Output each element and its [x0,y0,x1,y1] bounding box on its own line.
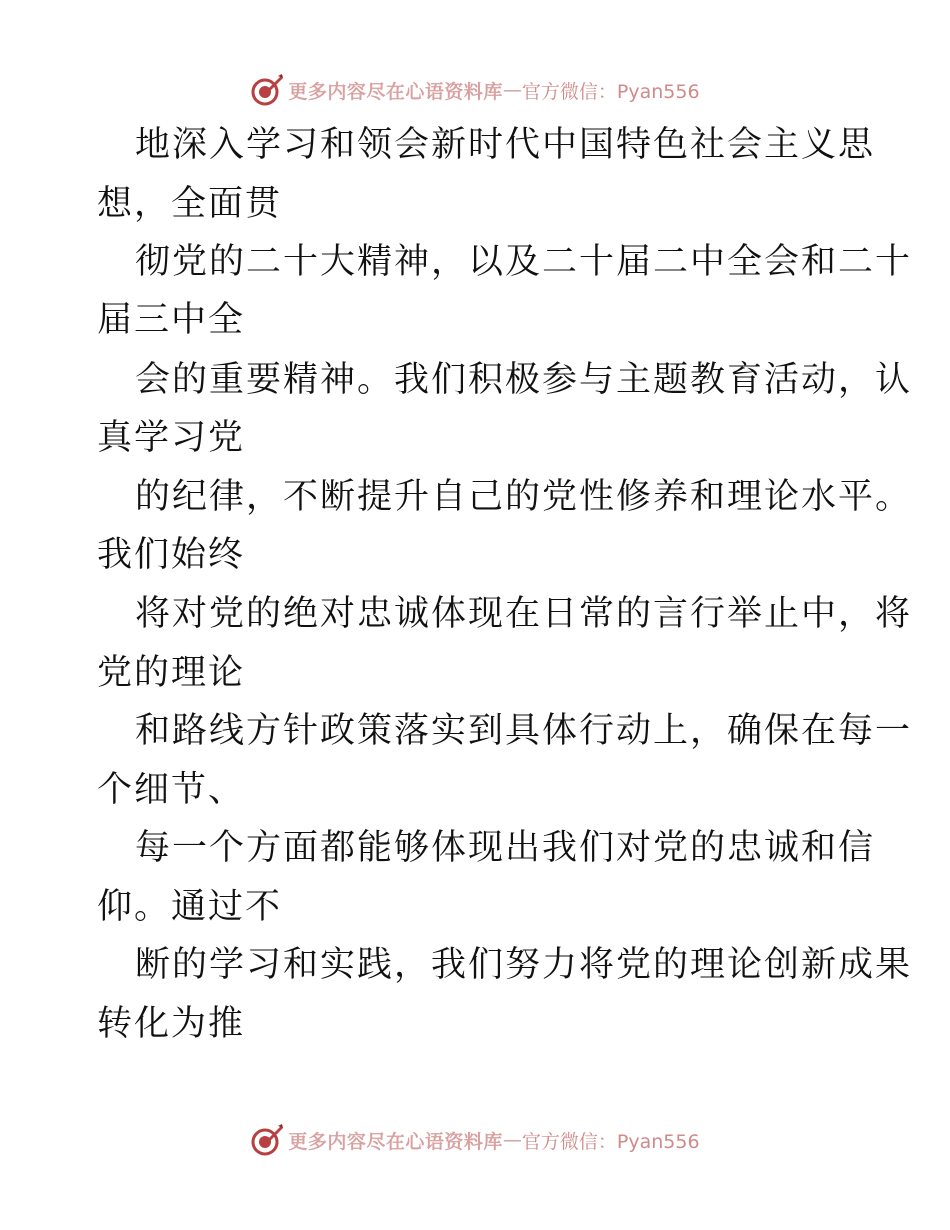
text-line: 真学习党 [97,418,246,458]
header-wechat-text: 官方微信：Pyan556 [521,80,700,103]
text-line: 的纪律，不断提升自己的党性修养和理论水平。 [135,477,913,517]
pen-nib-logo-icon [250,73,284,107]
text-line: 党的理论 [97,653,246,693]
text-line: 将对党的绝对忠诚体现在日常的言行举止中，将 [135,594,913,634]
text-line: 想，全面贯 [97,184,283,224]
text-line: 转化为推 [97,1004,246,1044]
text-line: 会的重要精神。我们积极参与主题教育活动，认 [135,360,913,400]
header-watermark [0,70,950,110]
footer-separator: — [502,1129,522,1151]
text-line: 彻党的二十大精神，以及二十届二中全会和二十 [135,242,913,282]
header-separator: — [502,79,522,101]
header-brand-text: 更多内容尽在心语资料库 [288,80,503,103]
text-line: 地深入学习和领会新时代中国特色社会主义思 [135,125,876,165]
text-line: 仰。通过不 [97,887,283,927]
text-line: 个细节、 [97,770,246,810]
text-line: 我们始终 [97,535,246,575]
text-line: 和路线方针政策落实到具体行动上，确保在每一 [135,711,913,751]
text-line: 断的学习和实践，我们努力将党的理论创新成果 [135,945,913,985]
text-line: 每一个方面都能够体现出我们对党的忠诚和信 [135,828,876,868]
footer-watermark [0,1120,950,1160]
text-line: 届三中全 [97,300,246,340]
footer-wechat-text: 官方微信：Pyan556 [521,1130,700,1153]
footer-brand-text: 更多内容尽在心语资料库 [288,1130,503,1153]
pen-nib-logo-icon [250,1123,284,1157]
